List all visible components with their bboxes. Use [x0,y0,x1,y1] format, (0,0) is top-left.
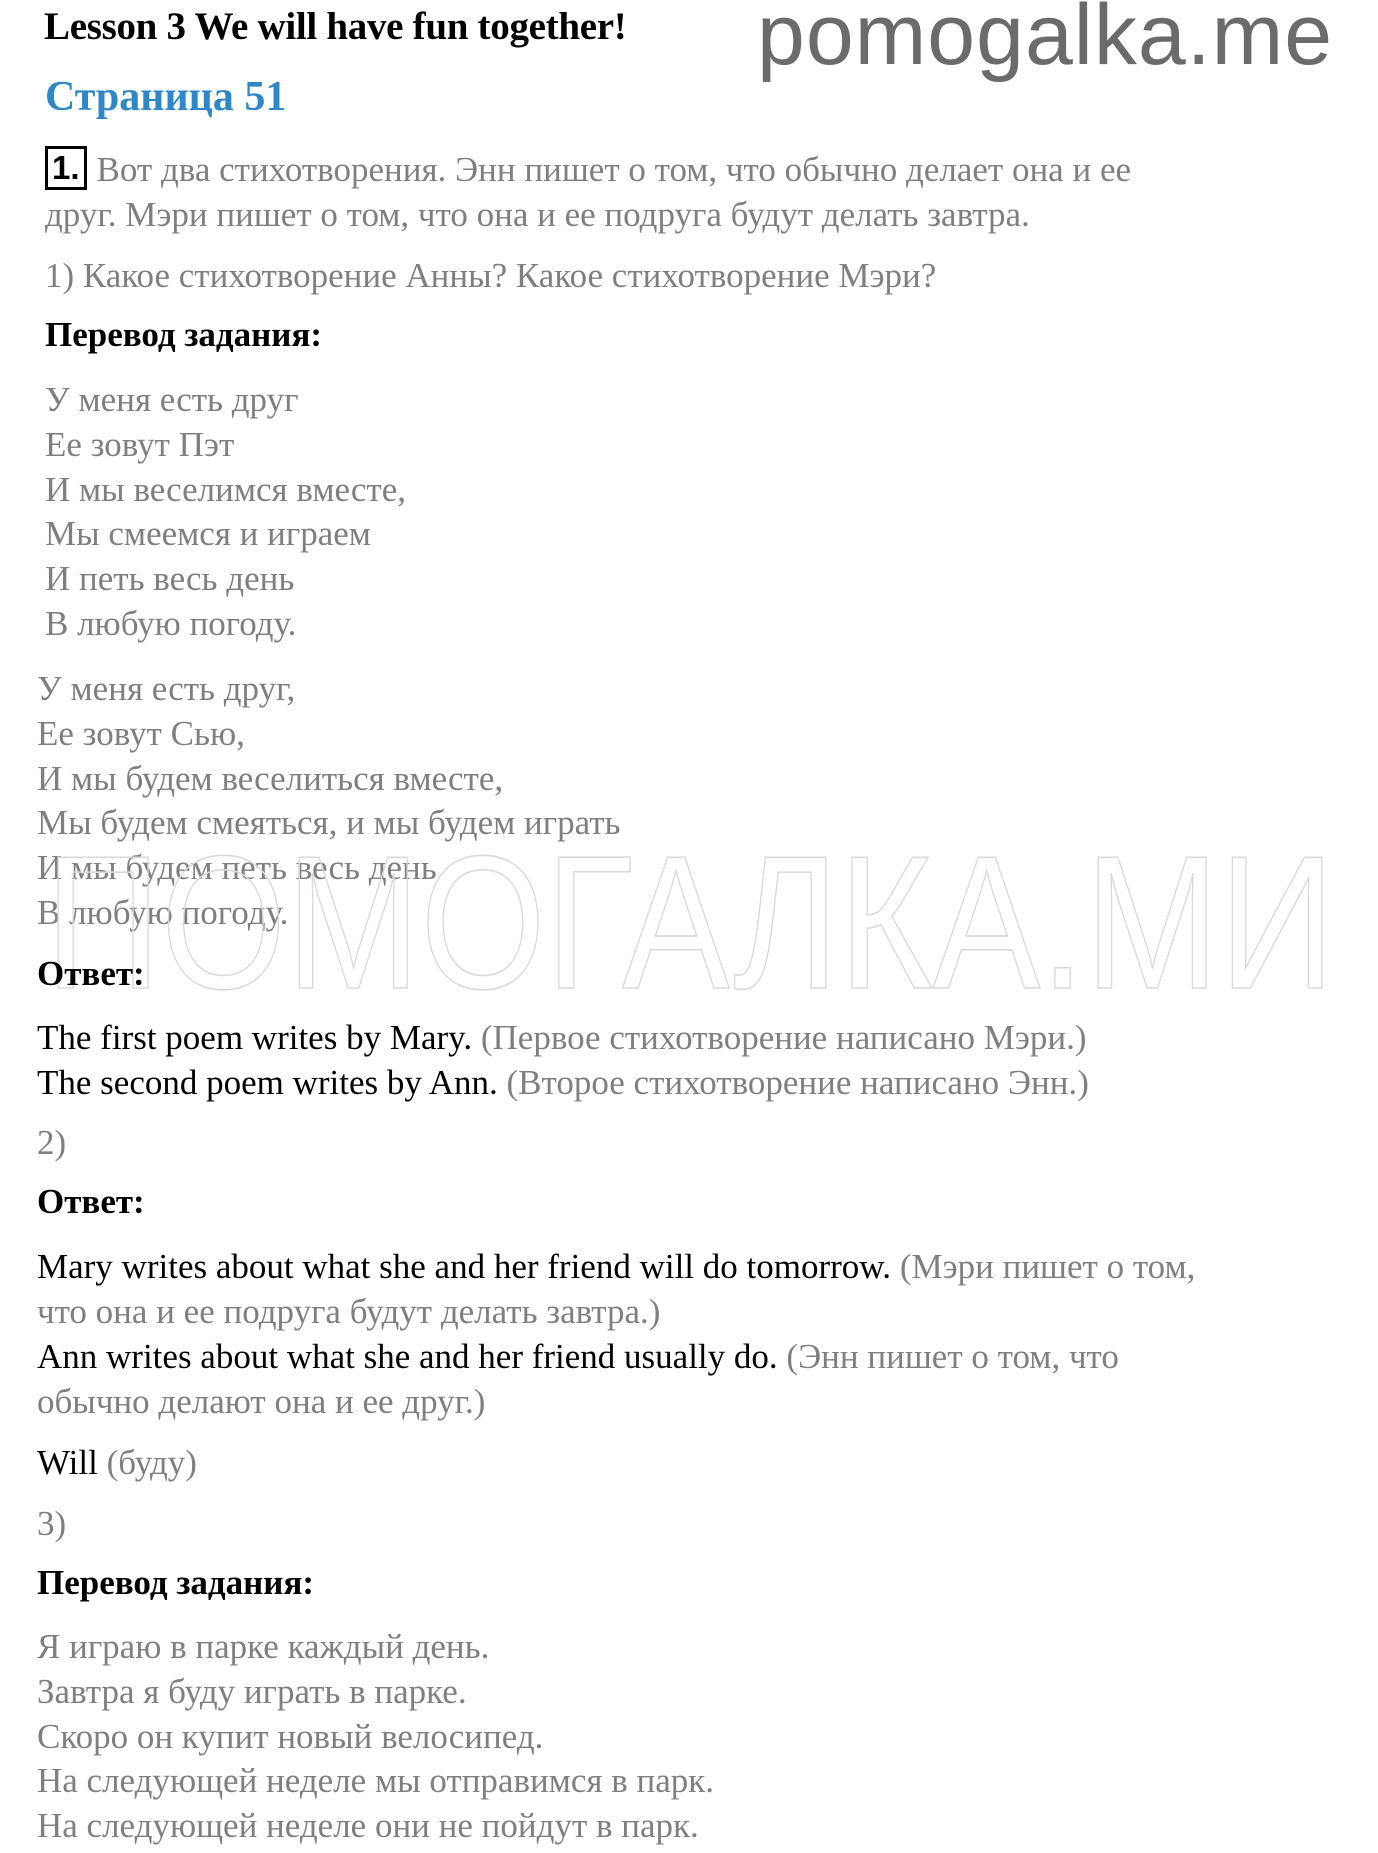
answer-1-line-2 [37,1060,1089,1105]
answer-2-line-3-en: Ann writes about what she and her friend usually do. [37,1337,778,1376]
answer-2-will-en: Will [37,1443,98,1482]
task-text-line-2: друг. Мэри пишет о том, что она и ее подруга будут делать завтра. [45,195,1030,234]
poem-1-line: У меня есть друг [45,380,299,419]
answer-heading-1: Ответ: [37,954,145,993]
site-watermark-logo: pomogalka.me [757,0,1334,83]
translation-3-lines [37,1625,714,1849]
poem-2-line: В любую погоду. [37,892,289,932]
answer-2-line-3 [37,1334,1119,1379]
page-heading: Страница 51 [45,74,287,120]
task-question-1: 1) Какое стихотворение Анны? Какое стихотворение Мэри? [45,256,937,295]
answer-heading-2: Ответ: [37,1182,145,1221]
translation-heading-3: Перевод задания: [37,1563,315,1602]
task-line-1 [45,146,1131,192]
task-text-line-1: Вот два стихотворения. Энн пишет о том, что обычно делает она и ее [96,150,1132,189]
question-2-label: 2) [37,1123,67,1162]
task-number-box: 1. [45,146,87,190]
poem-1-line: И мы веселимся вместе, [45,469,406,509]
answer-2-will [37,1440,197,1485]
translation-3-line: Завтра я буду играть в парке. [37,1671,467,1711]
answer-2-line-1-en: Mary writes about what she and her friend will do tomorrow. [37,1247,892,1286]
answer-1-line-1 [37,1015,1087,1060]
answer-2-line-3-ru: (Энн пишет о том, что [786,1337,1119,1376]
answer-1-line-1-en: The first poem writes by Mary. [37,1018,473,1057]
answer-2-line-4: обычно делают она и ее друг.) [37,1382,486,1421]
answer-2-line-2: что она и ее подруга будут делать завтра.) [37,1292,661,1331]
answer-1-line-1-ru: (Первое стихотворение написано Мэри.) [480,1018,1087,1057]
answer-2-line-1 [37,1244,1195,1289]
translation-3-line: На следующей неделе мы отправимся в парк. [37,1761,715,1801]
poem-1-line: И петь весь день [45,559,295,599]
poem-2-line: И мы будем веселиться вместе, [37,758,504,798]
question-3-label: 3) [37,1504,67,1543]
poem-1-line: Ее зовут Пэт [45,424,235,464]
translation-3-line: На следующей неделе они не пойдут в парк. [37,1806,699,1846]
answer-1-line-2-en: The second poem writes by Ann. [37,1063,498,1102]
lesson-title: Lesson 3 We will have fun together! [44,5,627,48]
poem-1-line: В любую погоду. [45,603,297,643]
answer-1-line-2-ru: (Второе стихотворение написано Энн.) [506,1063,1089,1102]
answer-2-line-1-ru: (Мэри пишет о том, [899,1247,1196,1286]
translation-3-line: Скоро он купит новый велосипед. [37,1716,544,1756]
poem-1 [45,378,406,647]
poem-2-line: И мы будем петь весь день [37,848,437,888]
outline-watermark-text: ПОМОГАЛКА.МИ [45,838,1335,1008]
poem-1-line: Мы смеемся и играем [45,514,371,554]
poem-2-line: Мы будем смеяться, и мы будем играть [37,803,621,843]
translation-heading-1: Перевод задания: [45,315,323,354]
poem-2-line: Ее зовут Сью, [37,713,245,753]
translation-3-line: Я играю в парке каждый день. [37,1627,490,1666]
answer-2-will-ru: (буду) [106,1443,197,1482]
poem-2-line: У меня есть друг, [37,669,296,708]
poem-2 [37,667,620,936]
